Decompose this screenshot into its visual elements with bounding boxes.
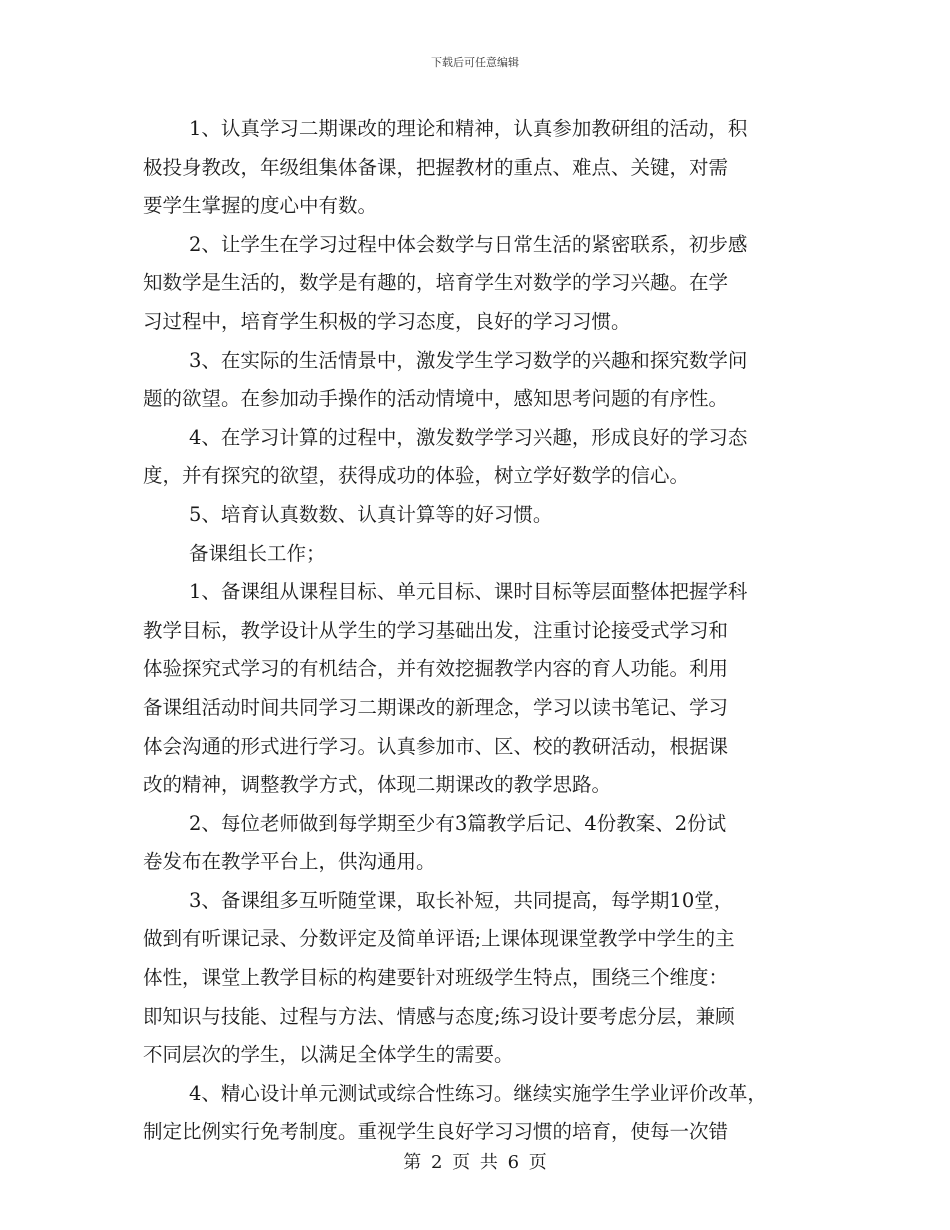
text-line: 改的精神，调整教学方式，体现二期课改的教学思路。 (143, 773, 612, 797)
text-line: 卷发布在教学平台上，供沟通用。 (143, 850, 436, 874)
text-line: 1、备课组从课程目标、单元目标、课时目标等层面整体把握学科 (189, 580, 748, 604)
text-line: 极投身教改，年级组集体备课，把握教材的重点、难点、关键，对需 (143, 155, 729, 179)
text-line: 要学生掌握的度心中有数。 (143, 194, 378, 218)
text-line: 1、认真学习二期课改的理论和精神，认真参加教研组的活动，积 (189, 117, 748, 140)
text-line: 不同层次的学生，以满足全体学生的需要。 (143, 1043, 514, 1067)
text-line: 制定比例实行免考制度。重视学生良好学习习惯的培育，使每一次错 (143, 1120, 729, 1144)
text-line: 5、培育认真数数、认真计算等的好习惯。 (189, 502, 553, 526)
text-line: 3、在实际的生活情景中，激发学生学习数学的兴趣和探究数学问 (189, 348, 748, 372)
text-line: 体会沟通的形式进行学习。认真参加市、区、校的教研活动，根据课 (143, 734, 729, 758)
text-line: 度，并有探究的欲望，获得成功的体验，树立学好数学的信心。 (143, 464, 690, 488)
text-line: 教学目标，教学设计从学生的学习基础出发，注重讨论接受式学习和 (143, 618, 729, 642)
text-line: 4、在学习计算的过程中，激发数学学习兴趣，形成良好的学习态 (189, 425, 748, 449)
text-line: 4、精心设计单元测试或综合性练习。继续实施学生学业评价改革， (189, 1081, 767, 1105)
text-line: 2、让学生在学习过程中体会数学与日常生活的紧密联系，初步感 (189, 232, 748, 256)
text-line: 备课组活动时间共同学习二期课改的新理念，学习以读书笔记、学习 (143, 695, 729, 719)
text-line: 知数学是生活的，数学是有趣的，培育学生对数学的学习兴趣。在学 (143, 271, 729, 295)
text-line: 备课组长工作； (189, 541, 326, 565)
page-header: 下载后可任意编辑 (431, 56, 519, 69)
text-line: 做到有听课记录、分数评定及简单评语;上课体现课堂教学中学生的主 (143, 927, 735, 951)
text-line: 体性，课堂上教学目标的构建要针对班级学生特点，围绕三个维度： (143, 966, 729, 990)
text-line: 体验探究式学习的有机结合，并有效挖掘教学内容的育人功能。利用 (143, 657, 729, 681)
text-line: 即知识与技能、过程与方法、情感与态度;练习设计要考虑分层，兼顾 (143, 1004, 735, 1028)
text-line: 3、备课组多互听随堂课，取长补短，共同提高，每学期10堂， (189, 888, 734, 912)
document-body (143, 110, 811, 1152)
text-line: 2、每位老师做到每学期至少有3篇教学后记、4份教案、2份试 (189, 811, 727, 835)
text-line: 习过程中，培育学生积极的学习态度，良好的学习习惯。 (143, 309, 631, 333)
page-footer: 第 2 页 共 6 页 (403, 1152, 547, 1173)
text-line: 题的欲望。在参加动手操作的活动情境中，感知思考问题的有序性。 (143, 387, 729, 411)
